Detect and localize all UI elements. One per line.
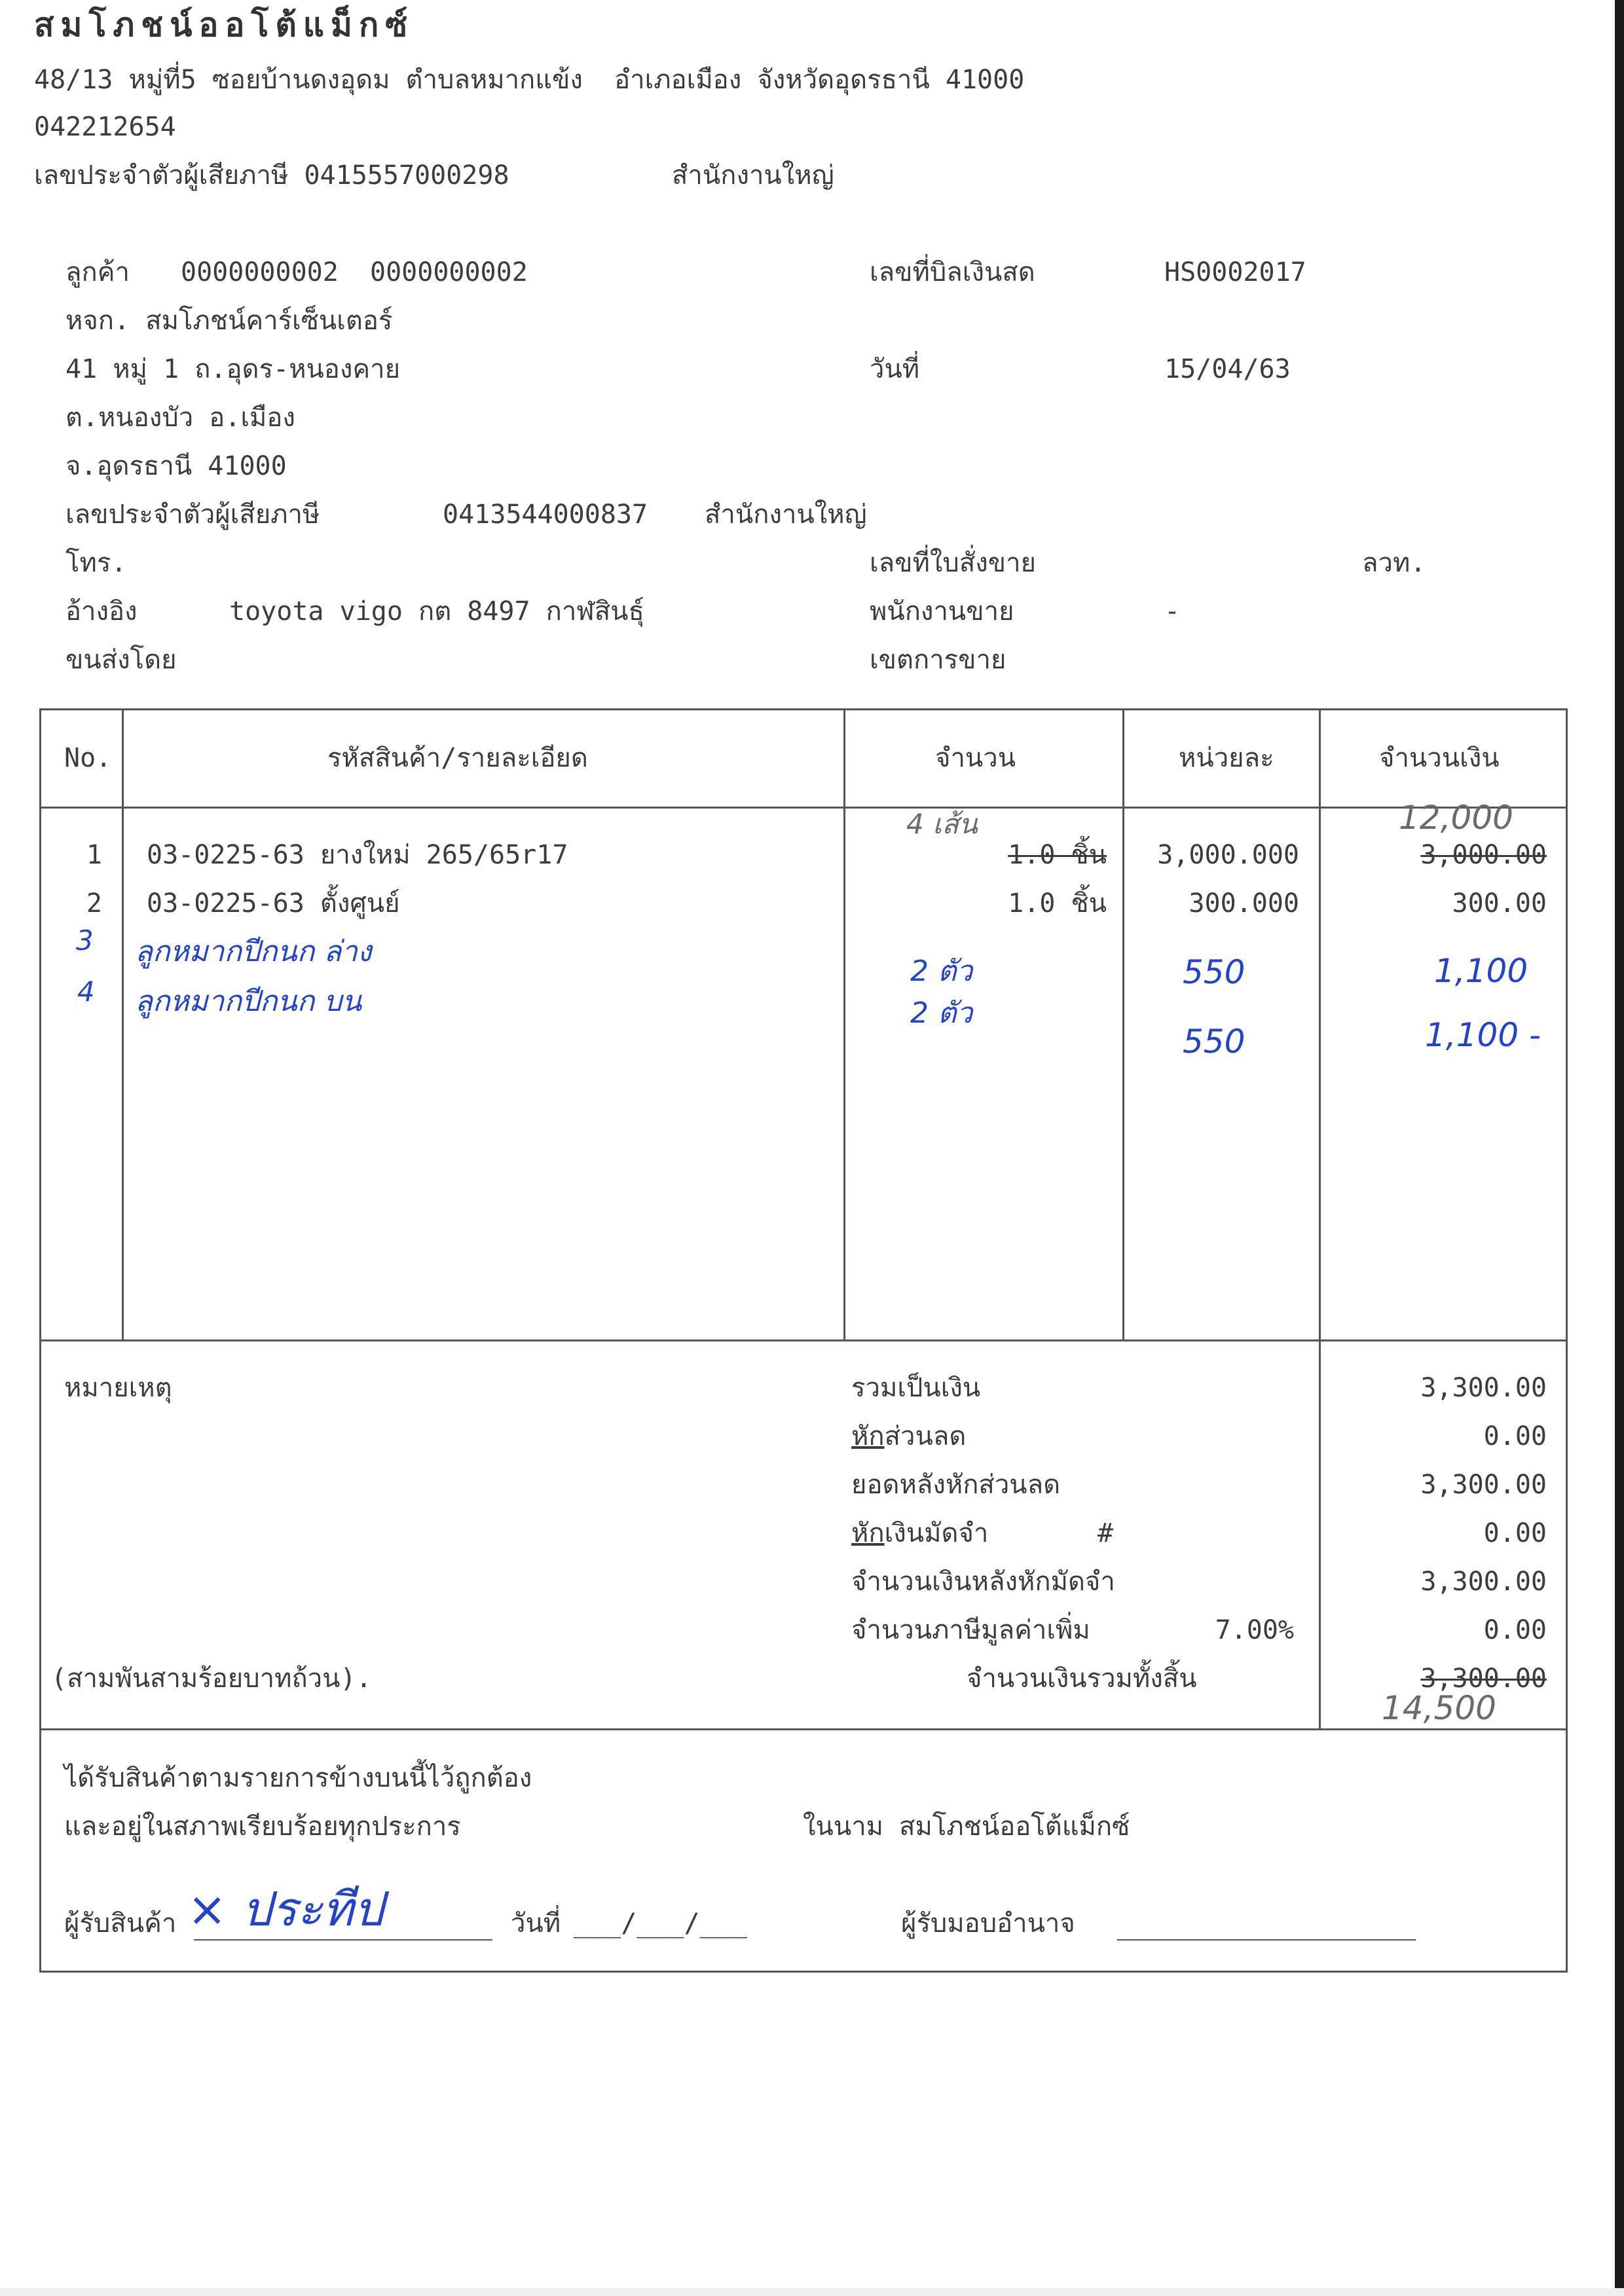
salesperson-value: - bbox=[1164, 596, 1181, 627]
handwritten-row-3-unit-price: 550 bbox=[1183, 953, 1246, 991]
invoice-date: 15/04/63 bbox=[1164, 354, 1291, 384]
handwritten-row-3-description: ลูกหมากปีกนก ล่าง bbox=[135, 935, 372, 968]
handwritten-row-4-no: 4 bbox=[77, 975, 95, 1008]
salesperson-label: พนักงานขาย bbox=[870, 596, 1014, 627]
row-2-description: 03-0225-63 ตั้งศูนย์ bbox=[147, 888, 400, 919]
discount-label bbox=[851, 1421, 966, 1452]
table-border-top bbox=[39, 708, 1568, 710]
company-branch: สำนักงานใหญ่ bbox=[672, 160, 834, 191]
table-header-divider bbox=[39, 807, 1568, 809]
header-unit-price: หน่วยละ bbox=[1179, 743, 1274, 773]
scan-edge bbox=[1615, 0, 1624, 2296]
handwritten-row-3-no: 3 bbox=[76, 924, 94, 957]
column-divider-desc bbox=[843, 708, 845, 1341]
deposit-hash: # bbox=[1098, 1518, 1114, 1548]
row-1-amount: 3,000.00 bbox=[1420, 840, 1547, 870]
after-deposit-label: จำนวนเงินหลังหักมัดจำ bbox=[851, 1567, 1115, 1597]
reference-label: อ้างอิง bbox=[65, 596, 138, 627]
vat-rate: 7.00% bbox=[1215, 1615, 1294, 1645]
header-amount: จำนวนเงิน bbox=[1379, 743, 1500, 773]
sales-area-label: เขตการขาย bbox=[870, 645, 1006, 675]
handwritten-row-4-quantity: 2 ตัว bbox=[910, 996, 973, 1030]
row-1-quantity: 1.0 ชิ้น bbox=[1008, 840, 1107, 870]
grand-total-label: จำนวนเงินรวมทั้งสิ้น bbox=[967, 1664, 1197, 1694]
row-1-unit-price: 3,000.000 bbox=[1157, 840, 1299, 870]
receiver-date-label: วันที่ bbox=[511, 1908, 561, 1939]
customer-address-2: ต.หนองบัว อ.เมือง bbox=[65, 403, 295, 433]
authorized-label: ผู้รับมอบอำนาจ bbox=[901, 1908, 1075, 1939]
after-discount-value: 3,300.00 bbox=[1420, 1470, 1547, 1500]
shipping-label: ขนส่งโดย bbox=[65, 645, 177, 675]
row-2-no: 2 bbox=[86, 888, 102, 919]
discount-value: 0.00 bbox=[1483, 1421, 1547, 1451]
company-address: 48/13 หมู่ที่5 ซอยบ้านดงอุดม ตำบลหมากแข้ง อำเภอเมือง จังหวัดอุดรธานี 41000 bbox=[34, 65, 1025, 95]
handwritten-row-4-unit-price: 550 bbox=[1183, 1023, 1246, 1061]
sales-order-value: ลวท. bbox=[1362, 548, 1426, 578]
company-tax-id: เลขประจำตัวผู้เสียภาษี 0415557000298 bbox=[34, 160, 509, 191]
row-1-description: 03-0225-63 ยางใหม่ 265/65r17 bbox=[147, 840, 568, 870]
table-border-left bbox=[39, 708, 41, 1973]
received-statement-1: ได้รับสินค้าตามรายการข้างบนนี้ไว้ถูกต้อง bbox=[64, 1763, 532, 1793]
receiver-signature: × ประทีป bbox=[187, 1882, 384, 1937]
header-description: รหัสสินค้า/รายละเอียด bbox=[327, 743, 588, 773]
grand-total-value: 3,300.00 bbox=[1420, 1664, 1547, 1694]
handwritten-row-4-amount: 1,100 - bbox=[1425, 1016, 1541, 1054]
header-no: No. bbox=[64, 743, 112, 773]
table-body-divider bbox=[39, 1339, 1568, 1341]
table-border-bottom bbox=[39, 1971, 1568, 1973]
column-divider-price bbox=[1319, 708, 1321, 1730]
handwritten-grand-total: 14,500 bbox=[1382, 1689, 1496, 1727]
subtotal-value: 3,300.00 bbox=[1420, 1373, 1547, 1403]
received-statement-2: และอยู่ในสภาพเรียบร้อยทุกประการ bbox=[64, 1812, 461, 1842]
bill-no: HS0002017 bbox=[1164, 257, 1306, 287]
handwritten-row-1-amount: 12,000 bbox=[1399, 799, 1513, 837]
subtotal-label: รวมเป็นเงิน bbox=[851, 1373, 981, 1403]
discount-label-text: ส่วนลด bbox=[884, 1421, 967, 1451]
sales-order-label: เลขที่ใบสั่งขาย bbox=[870, 548, 1037, 578]
handwritten-row-4-description: ลูกหมากปีกนก บน bbox=[135, 985, 362, 1018]
company-name: สมโภชน์ออโต้แม็กซ์ bbox=[34, 6, 415, 44]
customer-branch: สำนักงานใหญ่ bbox=[705, 500, 867, 530]
amount-in-words: (สามพันสามร้อยบาทถ้วน). bbox=[51, 1664, 372, 1694]
customer-tax-id: 0413544000837 bbox=[443, 500, 648, 530]
table-border-right bbox=[1566, 708, 1568, 1973]
vat-value: 0.00 bbox=[1483, 1615, 1547, 1645]
reference-value: toyota vigo กต 8497 กาฬสินธุ์ bbox=[229, 596, 644, 627]
deposit-label-text: เงินมัดจำ bbox=[884, 1518, 989, 1548]
customer-phone-label: โทร. bbox=[65, 548, 127, 578]
after-deposit-value: 3,300.00 bbox=[1420, 1567, 1547, 1597]
authorized-signature-line bbox=[1117, 1939, 1416, 1941]
company-phone: 042212654 bbox=[34, 112, 176, 142]
customer-label: ลูกค้า bbox=[65, 257, 130, 287]
vat-label: จำนวนภาษีมูลค่าเพิ่ม bbox=[851, 1615, 1090, 1645]
row-2-amount: 300.00 bbox=[1452, 888, 1547, 919]
deposit-label bbox=[851, 1518, 988, 1549]
receiver-label: ผู้รับสินค้า bbox=[64, 1908, 177, 1939]
row-2-quantity: 1.0 ชิ้น bbox=[1008, 888, 1107, 919]
date-label: วันที่ bbox=[870, 354, 920, 384]
handwritten-row-1-quantity: 4 เส้น bbox=[906, 808, 978, 840]
column-divider-qty bbox=[1122, 708, 1124, 1341]
handwritten-row-3-amount: 1,100 bbox=[1434, 952, 1528, 990]
customer-address-1: 41 หมู่ 1 ถ.อุดร-หนองคาย bbox=[65, 354, 401, 384]
customer-address-3: จ.อุดรธานี 41000 bbox=[65, 451, 287, 481]
handwritten-row-3-quantity: 2 ตัว bbox=[910, 955, 973, 988]
column-divider-no bbox=[122, 708, 124, 1341]
deposit-value: 0.00 bbox=[1483, 1518, 1547, 1548]
customer-code: 0000000002 0000000002 bbox=[181, 257, 528, 287]
discount-label-prefix: หัก bbox=[851, 1421, 885, 1451]
receiver-date-blank: ___/___/___ bbox=[574, 1908, 747, 1939]
row-1-no: 1 bbox=[86, 840, 102, 870]
row-2-unit-price: 300.000 bbox=[1189, 888, 1299, 919]
customer-tax-label: เลขประจำตัวผู้เสียภาษี bbox=[65, 500, 320, 530]
on-behalf-of: ในนาม สมโภชน์ออโต้แม็กซ์ bbox=[803, 1812, 1130, 1842]
customer-name: หจก. สมโภชน์คาร์เซ็นเตอร์ bbox=[65, 306, 393, 336]
summary-divider bbox=[39, 1728, 1568, 1730]
after-discount-label: ยอดหลังหักส่วนลด bbox=[851, 1470, 1061, 1500]
deposit-label-prefix: หัก bbox=[851, 1518, 885, 1548]
header-quantity: จำนวน bbox=[935, 743, 1016, 773]
bill-no-label: เลขที่บิลเงินสด bbox=[870, 257, 1035, 287]
scan-edge-bottom bbox=[0, 2288, 1624, 2296]
remark-label: หมายเหตุ bbox=[64, 1373, 172, 1403]
